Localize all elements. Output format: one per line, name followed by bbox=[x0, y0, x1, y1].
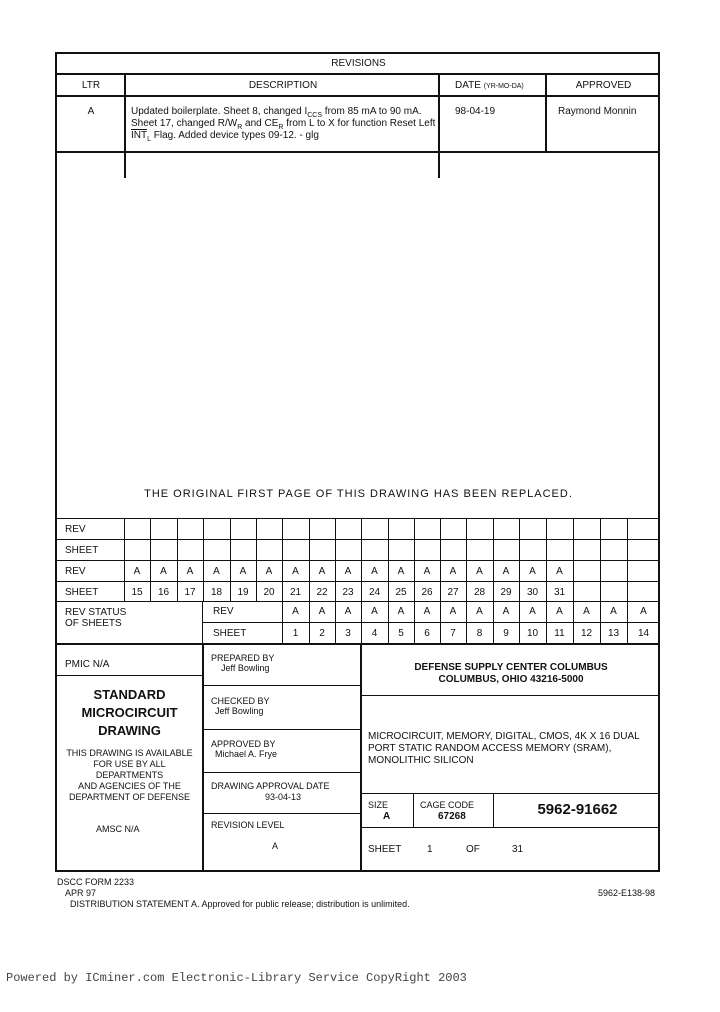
status-sheet-cell: 1 bbox=[292, 628, 299, 639]
powered-by: Powered by ICminer.com Electronic-Library Service CopyRight 2003 bbox=[6, 971, 467, 985]
status-sheet-cell: 8 bbox=[476, 628, 483, 639]
rule bbox=[55, 601, 660, 602]
standard-line2: MICROCIRCUIT bbox=[81, 705, 178, 720]
rev-cell: A bbox=[292, 566, 299, 577]
sheet-cell: 30 bbox=[526, 587, 539, 598]
revision-desc-line3 bbox=[131, 130, 319, 145]
availability-line1: THIS DRAWING IS AVAILABLE bbox=[66, 748, 193, 758]
status-sheet-cell: 6 bbox=[424, 628, 430, 639]
approved-name: Michael A. Frye bbox=[215, 749, 278, 759]
rule bbox=[202, 729, 360, 730]
desc-line3-end: Flag. Added device types 09-12. - glg bbox=[151, 130, 319, 141]
document-number: 5962-91662 bbox=[537, 801, 618, 818]
sheet-cell: 25 bbox=[395, 587, 407, 598]
rule bbox=[202, 813, 360, 814]
desc-line2-end: from L to X for function Reset Left bbox=[283, 118, 436, 129]
rev-cell: A bbox=[186, 566, 194, 577]
size-value: A bbox=[383, 811, 391, 822]
status-sheet-cell: 10 bbox=[526, 628, 539, 639]
availability-line3: DEPARTMENTS bbox=[95, 770, 164, 780]
status-sheet-cell: 5 bbox=[398, 628, 404, 639]
desc-line2-sub2: R bbox=[278, 124, 284, 131]
grid-row1-label: REV bbox=[65, 524, 86, 535]
rev-cell: A bbox=[449, 566, 457, 577]
sheet-cell: 26 bbox=[421, 587, 433, 598]
sheet-cell: 22 bbox=[316, 587, 328, 598]
form-date: APR 97 bbox=[65, 888, 97, 898]
sheet-cell: 21 bbox=[289, 587, 302, 598]
dscc-line2: COLUMBUS, OHIO 43216-5000 bbox=[438, 674, 584, 685]
title-line2: PORT STATIC RANDOM ACCESS MEMORY (SRAM), bbox=[368, 743, 612, 754]
status-rev-cell: A bbox=[292, 606, 299, 617]
sheet-cell: 18 bbox=[210, 587, 223, 598]
grid-row3-label: REV bbox=[65, 566, 86, 577]
rule bbox=[360, 695, 660, 696]
status-rev-cell: A bbox=[397, 606, 405, 617]
rev-cell: A bbox=[239, 566, 247, 577]
sheet-cell: 15 bbox=[131, 587, 143, 598]
replaced-notice: THE ORIGINAL FIRST PAGE OF THIS DRAWING HAS BEEN REPLACED. bbox=[144, 488, 573, 500]
rule bbox=[360, 793, 660, 794]
rev-cell: A bbox=[133, 566, 141, 577]
header-date-format: (YR-MO-DA) bbox=[483, 83, 524, 90]
rev-cell: A bbox=[476, 566, 483, 577]
rev-cell: A bbox=[265, 566, 273, 577]
rule bbox=[55, 518, 660, 519]
desc-line3-sub: L bbox=[147, 136, 152, 143]
checked-label: CHECKED BY bbox=[211, 696, 270, 706]
status-sheet-cell: 9 bbox=[503, 628, 509, 639]
status-sheet-cell: 12 bbox=[580, 628, 593, 639]
form-number: DSCC FORM 2233 bbox=[57, 877, 135, 887]
status-sheet-cell: 3 bbox=[345, 628, 351, 639]
status-label-2: OF SHEETS bbox=[65, 618, 122, 629]
desc-line3-text: $\overline{INT}$ bbox=[131, 130, 148, 141]
status-rev-cell: A bbox=[423, 606, 431, 617]
rule bbox=[55, 560, 660, 561]
rule bbox=[493, 793, 494, 827]
rule bbox=[55, 73, 660, 75]
standard-line3: DRAWING bbox=[98, 723, 161, 738]
desc-line2-sub1: R bbox=[237, 124, 243, 131]
rule bbox=[627, 518, 628, 601]
rule bbox=[55, 675, 203, 676]
rule bbox=[55, 643, 660, 645]
status-rev-cell: A bbox=[371, 606, 378, 617]
rule bbox=[202, 601, 203, 643]
rev-cell: A bbox=[160, 566, 167, 577]
checked-name: Jeff Bowling bbox=[215, 706, 264, 716]
title-line3: MONOLITHIC SILICON bbox=[368, 755, 474, 766]
sheet-cell: 31 bbox=[553, 587, 566, 598]
status-rev-label: REV bbox=[213, 606, 234, 617]
status-sheet-cell: 11 bbox=[554, 628, 565, 639]
dscc-line1: DEFENSE SUPPLY CENTER COLUMBUS bbox=[414, 662, 608, 673]
sheet-total: 31 bbox=[512, 844, 524, 855]
amsc: AMSC N/A bbox=[96, 824, 140, 834]
revision-date: 98-04-19 bbox=[455, 106, 496, 117]
status-rev-cell: A bbox=[318, 606, 326, 617]
title-line1: MICROCIRCUIT, MEMORY, DIGITAL, CMOS, 4K X 16 DUAL bbox=[368, 731, 640, 742]
size-label: SIZE bbox=[368, 800, 389, 810]
rule bbox=[124, 73, 126, 178]
distribution-statement: DISTRIBUTION STATEMENT A. Approved for public release; distribution is unlimited. bbox=[70, 899, 410, 909]
rev-cell: A bbox=[502, 566, 510, 577]
status-rev-cell: A bbox=[449, 606, 457, 617]
desc-line1-end: from 85 mA to 90 mA. bbox=[322, 106, 422, 117]
rev-cell: A bbox=[529, 566, 536, 577]
availability-line5: DEPARTMENT OF DEFENSE bbox=[68, 792, 191, 802]
desc-line2-mid: and CE bbox=[242, 118, 279, 129]
header-date bbox=[455, 80, 524, 92]
status-rev-cell: A bbox=[344, 606, 352, 617]
revision-level-label: REVISION LEVEL bbox=[211, 820, 285, 830]
status-sheet-cell: 4 bbox=[371, 628, 378, 639]
status-sheet-cell: 13 bbox=[607, 628, 620, 639]
document-code: 5962-E138-98 bbox=[598, 888, 656, 898]
header-date-text: DATE bbox=[455, 80, 481, 91]
rev-cell: A bbox=[318, 566, 326, 577]
of-label: OF bbox=[466, 844, 480, 855]
availability-line4: AND AGENCIES OF THE bbox=[78, 781, 181, 791]
approval-date: 93-04-13 bbox=[265, 792, 302, 802]
status-sheet-label: SHEET bbox=[213, 628, 247, 639]
rev-cell: A bbox=[397, 566, 405, 577]
rev-cell: A bbox=[344, 566, 352, 577]
status-sheet-cell: 14 bbox=[637, 628, 650, 639]
rule bbox=[413, 793, 414, 827]
rev-cell: A bbox=[371, 566, 378, 577]
status-rev-cell: A bbox=[556, 606, 563, 617]
status-rev-cell: A bbox=[640, 606, 647, 617]
revision-ltr: A bbox=[87, 106, 95, 117]
header-ltr: LTR bbox=[81, 80, 101, 91]
status-rev-cell: A bbox=[502, 606, 510, 617]
desc-line2-text: Sheet 17, changed R/W bbox=[131, 118, 238, 129]
desc-line1-sub: CCS bbox=[307, 112, 323, 119]
grid-row4-label: SHEET bbox=[65, 587, 99, 598]
sheet-cell: 17 bbox=[184, 587, 196, 598]
availability-line2: FOR USE BY ALL bbox=[93, 759, 166, 769]
grid-row2-label: SHEET bbox=[65, 545, 99, 556]
sheet-cell: 29 bbox=[500, 587, 512, 598]
sheet-cell: 23 bbox=[342, 587, 354, 598]
status-sheet-cell: 7 bbox=[450, 628, 456, 639]
pmic: PMIC N/A bbox=[65, 659, 110, 670]
standard-line1: STANDARD bbox=[93, 687, 166, 702]
rule bbox=[202, 643, 204, 872]
status-rev-cell: A bbox=[583, 606, 590, 617]
status-label-1: REV STATUS bbox=[65, 607, 127, 618]
rule bbox=[202, 685, 360, 686]
status-rev-cell: A bbox=[529, 606, 536, 617]
sheet-cell: 28 bbox=[473, 587, 486, 598]
cage-value: 67268 bbox=[438, 811, 466, 822]
cage-label: CAGE CODE bbox=[420, 800, 475, 810]
status-rev-cell: A bbox=[610, 606, 617, 617]
sheet-cell: 19 bbox=[237, 587, 249, 598]
status-sheet-cell: 2 bbox=[319, 628, 325, 639]
header-description: DESCRIPTION bbox=[248, 80, 318, 91]
revisions-title: REVISIONS bbox=[331, 58, 386, 69]
prepared-label: PREPARED BY bbox=[211, 653, 275, 663]
desc-line1-text: Updated boilerplate. Sheet 8, changed I bbox=[131, 106, 308, 117]
approval-date-label: DRAWING APPROVAL DATE bbox=[211, 781, 330, 791]
rule bbox=[202, 622, 660, 623]
revision-approved: Raymond Monnin bbox=[558, 106, 637, 117]
sheet-cell: 20 bbox=[263, 587, 275, 598]
rev-cell: A bbox=[556, 566, 563, 577]
status-rev-cell: A bbox=[476, 606, 483, 617]
sheet-number: 1 bbox=[427, 844, 433, 855]
rule bbox=[55, 95, 660, 97]
rev-cell: A bbox=[213, 566, 220, 577]
prepared-name: Jeff Bowling bbox=[221, 663, 270, 673]
revision-level: A bbox=[272, 841, 279, 851]
rule bbox=[545, 73, 547, 153]
rule bbox=[202, 772, 360, 773]
rule bbox=[55, 581, 660, 582]
header-approved: APPROVED bbox=[575, 80, 632, 91]
rule bbox=[55, 151, 660, 153]
rule bbox=[55, 539, 660, 540]
sheet-label: SHEET bbox=[368, 844, 402, 855]
sheet-cell: 16 bbox=[157, 587, 170, 598]
rule bbox=[360, 827, 660, 828]
rule bbox=[438, 73, 440, 178]
sheet-cell: 24 bbox=[368, 587, 381, 598]
sheet-cell: 27 bbox=[447, 587, 459, 598]
rule bbox=[600, 518, 601, 601]
rule bbox=[573, 518, 574, 601]
approved-label: APPROVED BY bbox=[211, 739, 276, 749]
rev-cell: A bbox=[423, 566, 431, 577]
